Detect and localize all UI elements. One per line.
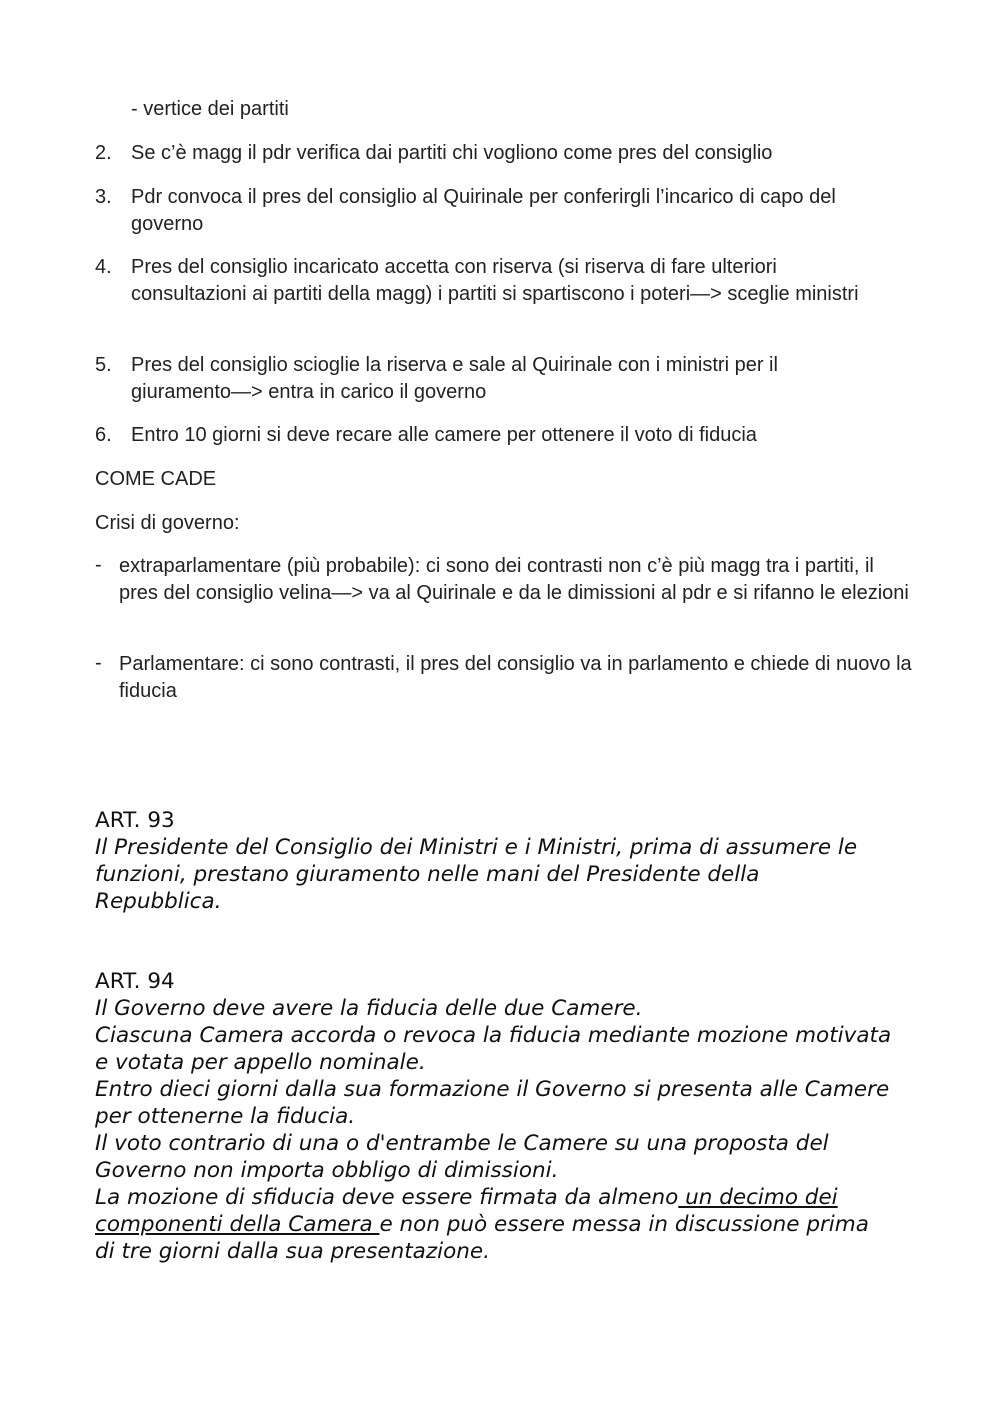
underlined-text: un decimo dei [678,1185,838,1210]
article-text: La mozione di sfiducia deve essere firmata da almeno [95,1185,679,1210]
article-line: funzioni, prestano giuramento nelle mani del Presidente della [95,862,760,887]
heading-come-cade: COME CADE [95,468,217,490]
article-line: Ciascuna Camera accorda o revoca la fiducia mediante mozione motivata [95,1023,892,1048]
article-line [95,1211,925,1238]
list-number: 2. [95,142,112,164]
list-number: 6. [95,424,112,446]
list-item-text: Entro 10 giorni si deve recare alle camere per ottenere il voto di fiducia [131,424,757,446]
article-line: per ottenerne la fiducia. [95,1104,356,1129]
article-93 [95,807,925,915]
article-line [95,1184,925,1211]
dash-bullet: - [95,652,102,674]
list-item-text: Pres del consiglio incaricato accetta con riserva (si riserva di fare ulteriori consultazioni ai partiti della magg) i partiti si spartiscono i poteri—> sceglie ministri [131,256,859,305]
list-item-text: Parlamentare: ci sono contrasti, il pres del consiglio va in parlamento e chiede di nuovo la fiducia [119,653,912,702]
article-line: Il voto contrario di una o d'entrambe le Camere su una proposta del [95,1131,829,1156]
article-body [95,995,925,1265]
article-line: Il Governo deve avere la fiducia delle due Camere. [95,996,643,1021]
article-line: Entro dieci giorni dalla sua formazione il Governo si presenta alle Camere [95,1077,890,1102]
list-item-text: Pres del consiglio scioglie la riserva e sale al Quirinale con i ministri per il giuramento—> entra in carico il governo [131,354,778,403]
crisi-label: Crisi di governo: [95,512,240,534]
underlined-text: componenti della Camera [95,1212,380,1237]
article-line: Repubblica. [95,889,222,914]
list-item-text: extraparlamentare (più probabile): ci sono dei contrasti non c’è più magg tra i partiti, il pres del consiglio velina—> va al Quirinale e da le dimissioni al pdr e si rifanno le elezioni [119,555,909,604]
article-text: e non può essere messa in discussione prima [379,1212,869,1237]
article-line: Il Presidente del Consiglio dei Ministri e i Ministri, prima di assumere le [95,835,858,860]
list-number: 5. [95,354,112,376]
dash-bullet: - [95,554,102,576]
article-line: Governo non importa obbligo di dimissioni. [95,1158,559,1183]
article-title: ART. 94 [95,969,175,994]
article-title: ART. 93 [95,808,175,833]
list-item-text: Pdr convoca il pres del consiglio al Quirinale per conferirgli l’incarico di capo del governo [131,186,836,235]
article-body [95,834,925,915]
list-number: 3. [95,186,112,208]
lead-item: - vertice dei partiti [131,98,289,120]
article-line: di tre giorni dalla sua presentazione. [95,1239,490,1264]
article-line: e votata per appello nominale. [95,1050,426,1075]
article-94 [95,968,925,1265]
list-number: 4. [95,256,112,278]
list-item-text: Se c’è magg il pdr verifica dai partiti chi vogliono come pres del consiglio [131,142,773,164]
